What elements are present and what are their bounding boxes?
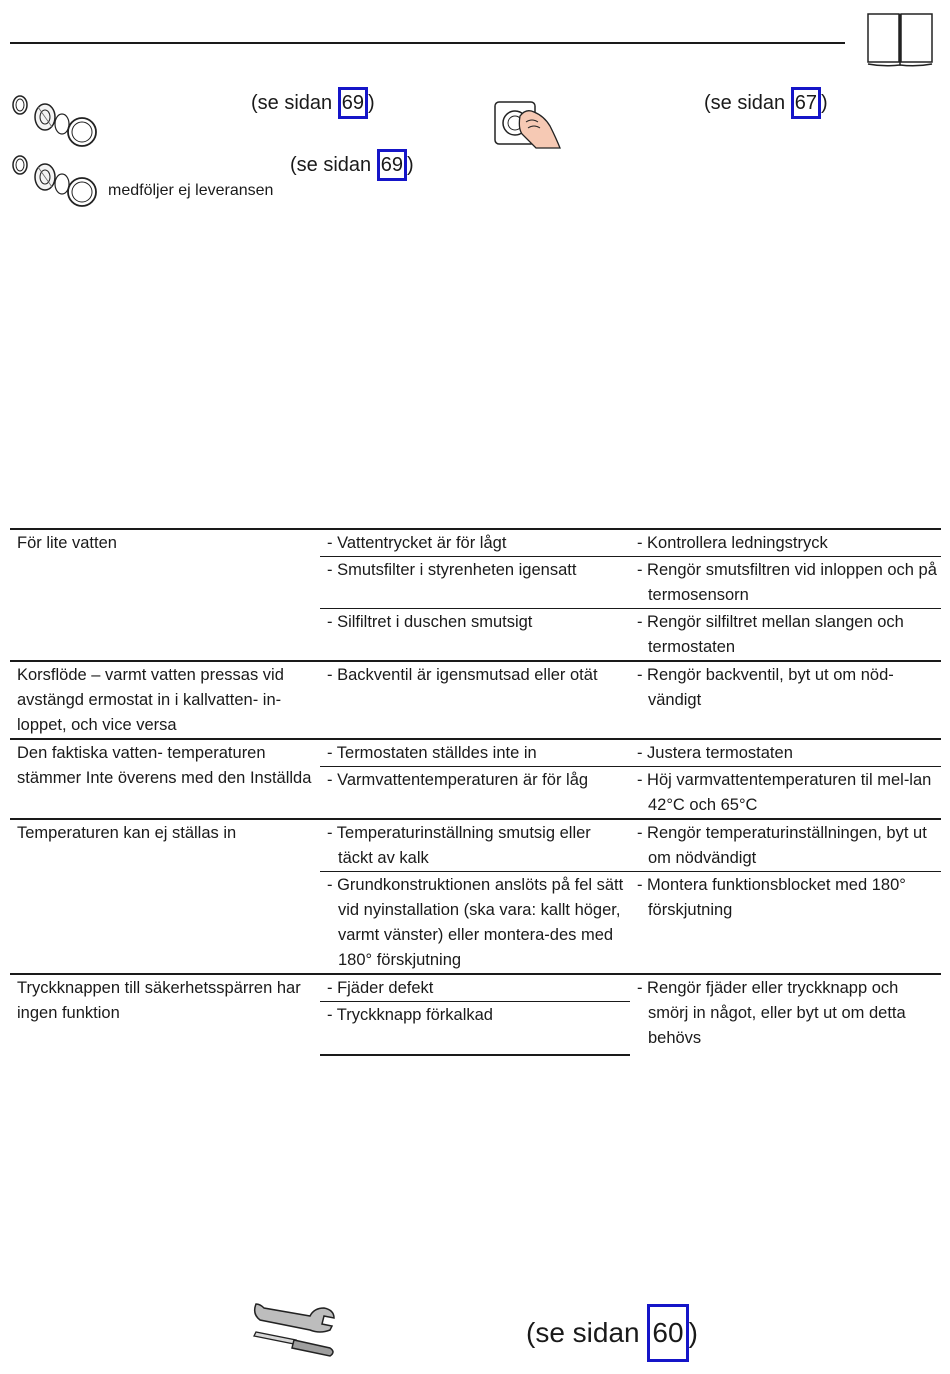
solution-cell: - Rengör fjäder eller tryckknapp och smörj in något, eller byt ut om detta behövs: [630, 974, 941, 1055]
solution-cell: - Rengör backventil, byt ut om nöd-vändigt: [630, 661, 941, 739]
cause-cell: - Fjäder defekt: [320, 974, 630, 1002]
solution-cell: - Höj varmvattentemperaturen til mel-lan 42°C och 65°C: [630, 767, 941, 820]
cause-cell: - Temperaturinställning smutsig eller täckt av kalk: [320, 819, 630, 872]
page-ref-number[interactable]: 69: [377, 149, 407, 181]
solution-cell: - Rengör silfiltret mellan slangen och termostaten: [630, 609, 941, 662]
solution-cell: - Rengör smutsfiltren vid inloppen och på termosensorn: [630, 557, 941, 609]
cause-cell: - Backventil är igensmutsad eller otät: [320, 661, 630, 739]
page-ref-number[interactable]: 60: [647, 1304, 688, 1362]
table-row: [10, 661, 941, 739]
cause-cell: - Vattentrycket är för lågt: [320, 529, 630, 557]
table-row: [10, 739, 941, 767]
wrench-screwdriver-icon: [250, 1300, 338, 1360]
check-valve-set-icon: [10, 92, 98, 148]
book-icon: [866, 10, 934, 68]
solution-cell: - Kontrollera ledningstryck: [630, 529, 941, 557]
problem-cell: Temperaturen kan ej ställas in: [10, 819, 320, 974]
page-ref-number[interactable]: 67: [791, 87, 821, 119]
cause-cell: - Grundkonstruktionen anslöts på fel sätt vid nyinstallation (ska vara: kallt höger, varmt vänster) eller montera-des med 180° förskjutning: [320, 872, 630, 975]
page-ref-4[interactable]: (se sidan 60 ): [526, 1314, 698, 1352]
page-ref-2[interactable]: (se sidan 67 ): [704, 91, 828, 115]
troubleshooting-table: [10, 528, 941, 1056]
page-ref-3[interactable]: (se sidan 69 ): [290, 153, 414, 177]
page-ref-1[interactable]: (se sidan 69 ): [251, 91, 375, 115]
table-row: [10, 974, 941, 1002]
table-row: [10, 819, 941, 872]
cause-cell: - Varmvattentemperaturen är för låg: [320, 767, 630, 820]
problem-cell: Tryckknappen till säkerhetsspärren har ingen funktion: [10, 974, 320, 1055]
solution-cell: - Montera funktionsblocket med 180° förskjutning: [630, 872, 941, 975]
solution-cell: - Justera termostaten: [630, 739, 941, 767]
hand-thermostat-icon: [492, 94, 564, 150]
check-valve-set-icon: [10, 152, 98, 208]
not-included-note: medföljer ej leveransen: [108, 182, 274, 199]
problem-cell: Korsflöde – varmt vatten pressas vid avstängd ermostat in i kallvatten- in-loppet, och vice versa: [10, 661, 320, 739]
cause-cell: - Silfiltret i duschen smutsigt: [320, 609, 630, 662]
cause-cell: - Termostaten ställdes inte in: [320, 739, 630, 767]
header-rule: [10, 42, 845, 44]
cause-cell: - Tryckknapp förkalkad: [320, 1002, 630, 1056]
page-ref-number[interactable]: 69: [338, 87, 368, 119]
cause-cell: - Smutsfilter i styrenheten igensatt: [320, 557, 630, 609]
table-row: [10, 529, 941, 557]
problem-cell: Den faktiska vatten- temperaturen stämmer Inte överens med den Inställda: [10, 739, 320, 819]
solution-cell: - Rengör temperaturinställningen, byt ut om nödvändigt: [630, 819, 941, 872]
problem-cell: För lite vatten: [10, 529, 320, 661]
